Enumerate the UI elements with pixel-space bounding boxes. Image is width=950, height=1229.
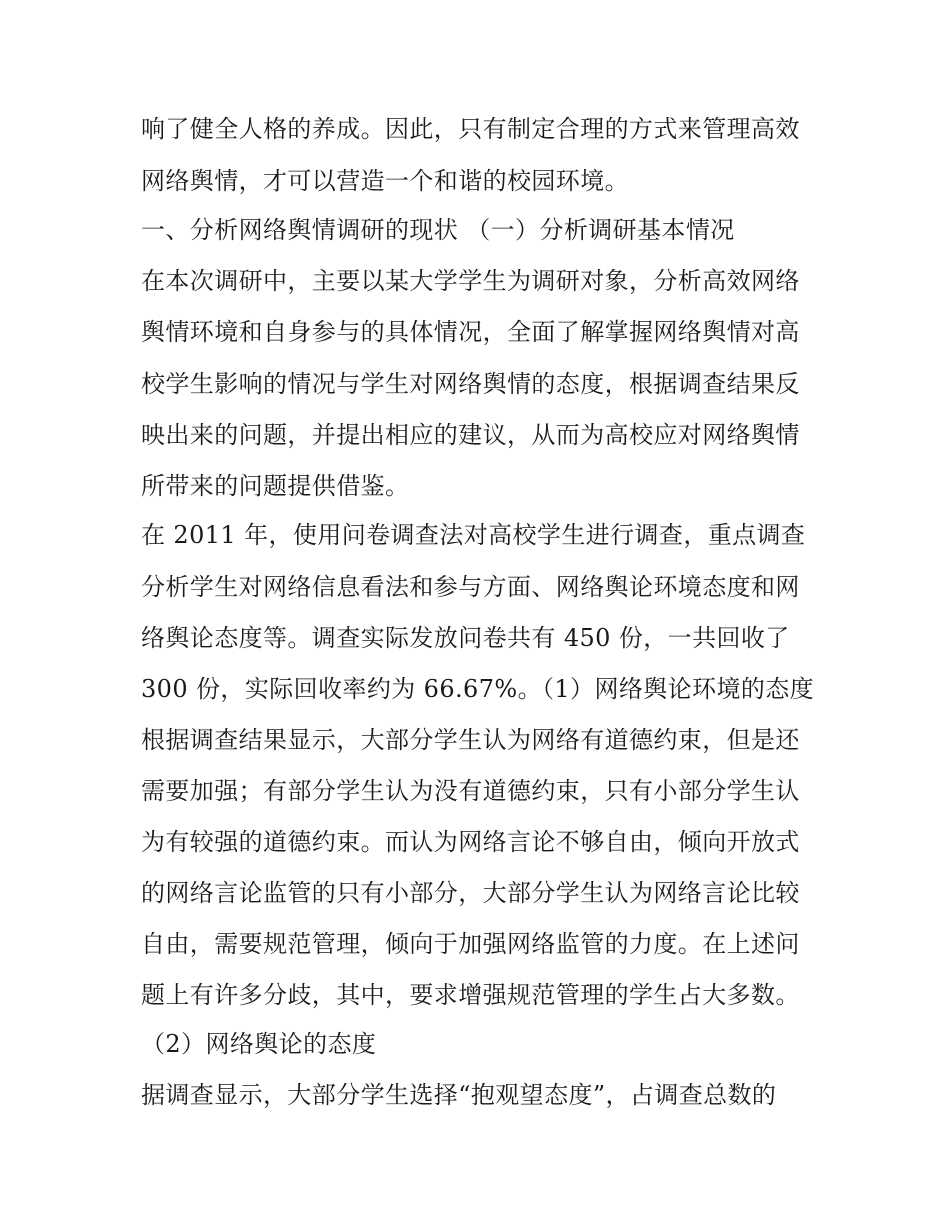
text-line: 自由，需要规范管理，倾向于加强网络监管的力度。在上述问	[141, 930, 800, 958]
text-line: 络舆论态度等。调查实际发放问卷共有 450 份，一共回收了	[141, 624, 790, 652]
text-line: 需要加强；有部分学生认为没有道德约束，只有小部分学生认	[141, 777, 800, 805]
subsection-heading: （2）网络舆论的态度	[141, 1030, 377, 1058]
section-heading: 一、分析网络舆情调研的现状 （一）分析调研基本情况	[141, 216, 735, 244]
text-line: 题上有许多分歧，其中，要求增强规范管理的学生占大多数。	[141, 981, 800, 1009]
text-line: 映出来的问题，并提出相应的建议，从而为高校应对网络舆情	[141, 421, 800, 449]
text-line: 根据调查结果显示，大部分学生认为网络有道德约束，但是还	[141, 726, 800, 754]
text-line: 在 2011 年，使用问卷调查法对高校学生进行调查，重点调查	[141, 521, 806, 549]
text-line: 分析学生对网络信息看法和参与方面、网络舆论环境态度和网	[141, 573, 800, 601]
text-line: 300 份，实际回收率约为 66.67%。（1）网络舆论环境的态度	[141, 675, 815, 703]
text-line: 网络舆情，才可以营造一个和谐的校园环境。	[141, 167, 629, 195]
text-line: 在本次调研中，主要以某大学学生为调研对象，分析高效网络	[141, 267, 800, 295]
text-line: 据调查显示，大部分学生选择“抱观望态度”，占调查总数的	[141, 1081, 777, 1109]
text-line: 响了健全人格的养成。因此，只有制定合理的方式来管理高效	[141, 115, 800, 143]
text-line: 所带来的问题提供借鉴。	[141, 472, 410, 500]
text-line: 校学生影响的情况与学生对网络舆情的态度，根据调查结果反	[141, 370, 800, 398]
text-line: 为有较强的道德约束。而认为网络言论不够自由，倾向开放式	[141, 828, 800, 856]
text-line: 的网络言论监管的只有小部分，大部分学生认为网络言论比较	[141, 879, 800, 907]
text-line: 舆情环境和自身参与的具体情况，全面了解掌握网络舆情对高	[141, 318, 800, 346]
